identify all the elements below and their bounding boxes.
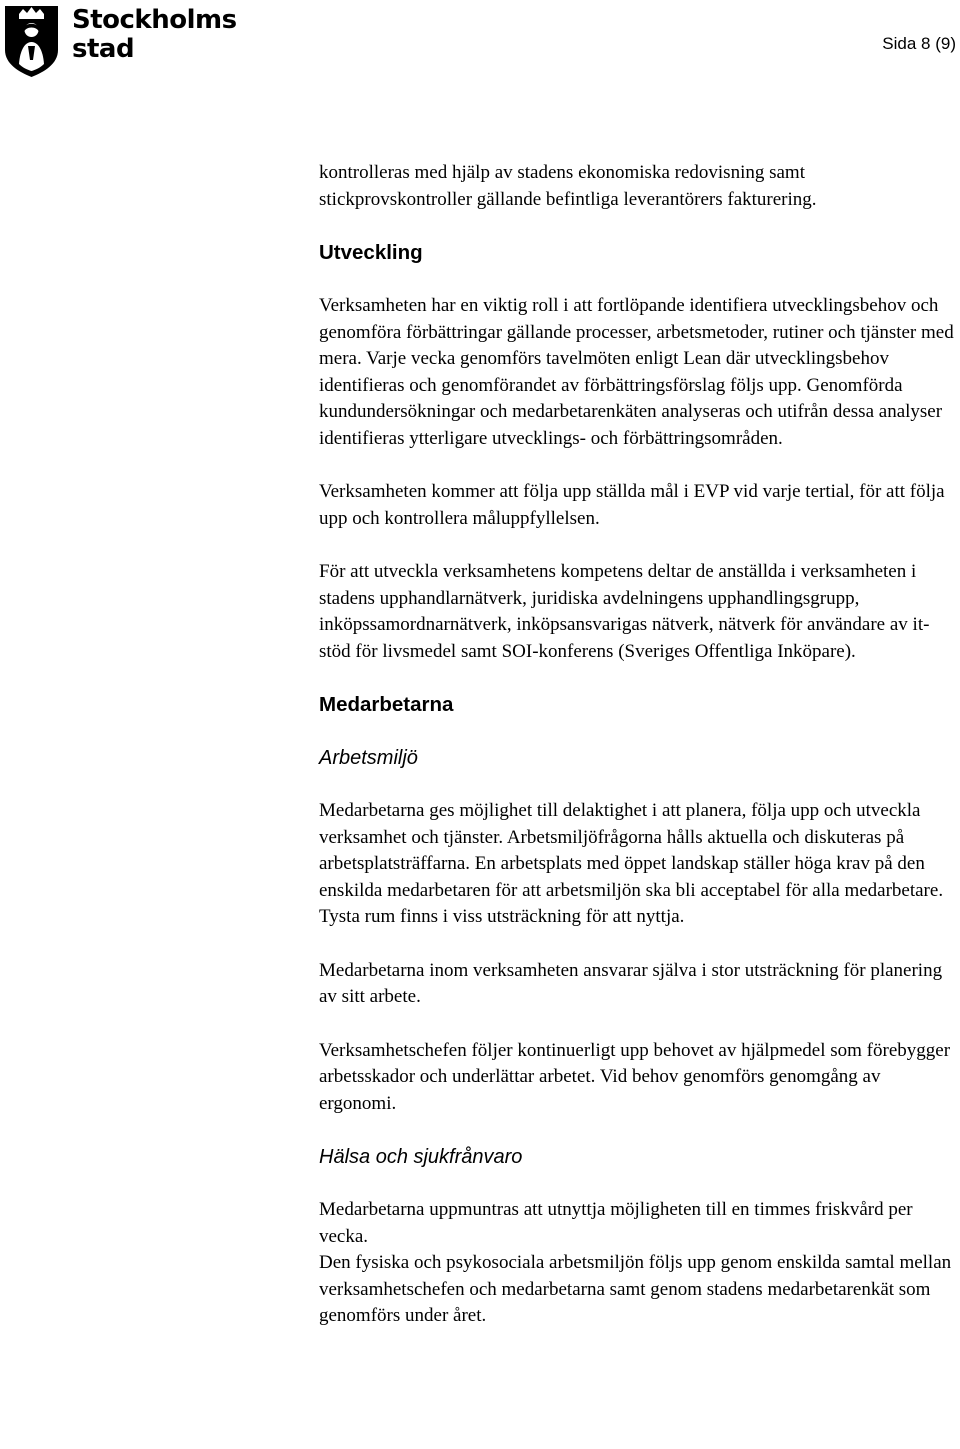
page-number: Sida 8 (9)	[882, 34, 956, 53]
stockholms-stad-logo	[0, 0, 240, 82]
heading-medarbetarna: Medarbetarna	[319, 693, 454, 716]
subheading-arbetsmiljo: Arbetsmiljö	[319, 747, 418, 769]
paragraph-utveckling-2: Verksamheten kommer att följa upp ställda mål i EVP vid varje tertial, för att följa upp och kontrollera måluppfyllelsen.	[319, 481, 945, 529]
paragraph-arbetsmiljo-2: Medarbetarna inom verksamheten ansvarar själva i stor utsträckning för planering av sitt arbete.	[319, 959, 943, 1007]
paragraph-intro: kontrolleras med hjälp av stadens ekonomiska redovisning samt stickprovskontroller gällande befintliga leverantörers fakturering.	[319, 162, 817, 210]
city-shield-icon	[4, 2, 59, 78]
paragraph-arbetsmiljo-1: Medarbetarna ges möjlighet till delaktighet i att planera, följa upp och utveckla verksamhet och tjänster. Arbetsmiljöfrågorna hålls aktuella och diskuteras på arbetsplatsträffarna. En arbetsplats med öppet landskap ställer höga krav på den enskilda medarbetaren för att arbetsmiljön ska bli acceptabel för alla medarbetare. Tysta rum finns i viss utsträckning för att nyttja.	[319, 800, 944, 927]
logo-line-stad: stad	[72, 34, 135, 64]
subheading-halsa: Hälsa och sjukfrånvaro	[319, 1146, 523, 1168]
paragraph-arbetsmiljo-3: Verksamhetschefen följer kontinuerligt upp behovet av hjälpmedel som förebygger arbetsskador och underlättar arbetet. Vid behov genomförs genomgång av ergonomi.	[319, 1039, 951, 1114]
paragraph-utveckling-3: För att utveckla verksamhetens kompetens deltar de anställda i verksamheten i stadens upphandlarnätverk, juridiska avdelningens upphandlingsgrupp, inköpssamordnarnätverk, inköpsansvarigas nätverk, nätverk för användare av it-stöd för livsmedel samt SOI-konferens (Sveriges Offentliga Inköpare).	[319, 561, 930, 662]
document-body	[319, 160, 959, 1330]
heading-utveckling: Utveckling	[319, 241, 423, 264]
logo-line-stockholms: Stockholms	[72, 5, 237, 35]
logo-wordmark	[72, 6, 237, 64]
paragraph-halsa-2: Den fysiska och psykosociala arbetsmiljön följs upp genom enskilda samtal mellan verksamhetschefen och medarbetarna samt genom stadens medarbetarenkät som genomförs under året.	[319, 1252, 952, 1326]
paragraph-utveckling-1: Verksamheten har en viktig roll i att fortlöpande identifiera utvecklingsbehov och genomföra förbättringar gällande processer, arbetsmetoder, rutiner och tjänster med mera. Varje vecka genomförs tavelmöten enligt Lean där utvecklingsbehov identifieras och genomförandet av förbättringsförslag följs upp. Genomförda kundundersökningar och medarbetarenkäten analyseras och utifrån dessa analyser identifieras ytterligare utvecklings- och förbättringsområden.	[319, 295, 954, 449]
paragraph-halsa-1: Medarbetarna uppmuntras att utnyttja möjligheten till en timmes friskvård per vecka.	[319, 1199, 913, 1247]
